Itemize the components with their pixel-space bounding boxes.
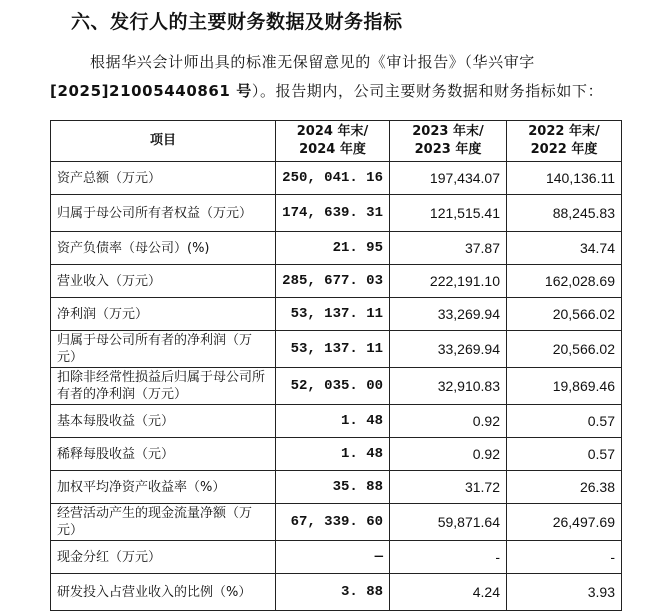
table-row	[51, 298, 622, 331]
table-row	[51, 471, 622, 504]
report-number: [2025]21005440861 号	[50, 82, 252, 100]
table-row	[51, 574, 622, 611]
table-row	[51, 195, 622, 232]
value-2022: 0.57	[507, 438, 622, 471]
value-2024: 53, 137. 11	[276, 298, 390, 331]
value-2023: 31.72	[390, 471, 507, 504]
value-2024: 21. 95	[276, 232, 390, 265]
row-label: 营业收入（万元）	[51, 265, 276, 298]
value-2024: 250, 041. 16	[276, 162, 390, 195]
value-2022: 88,245.83	[507, 195, 622, 232]
value-2024: 35. 88	[276, 471, 390, 504]
value-2023: 37.87	[390, 232, 507, 265]
value-2022: 3.93	[507, 574, 622, 611]
value-2023: 59,871.64	[390, 504, 507, 541]
intro-paragraph	[50, 48, 620, 106]
header-2022: 2022 年末/ 2022 年度	[507, 121, 622, 162]
value-2023: 0.92	[390, 405, 507, 438]
table-header-row	[51, 121, 622, 162]
table-row	[51, 541, 622, 574]
value-2024: 174, 639. 31	[276, 195, 390, 232]
row-label: 基本每股收益（元）	[51, 405, 276, 438]
financial-table	[50, 120, 622, 611]
table-row	[51, 504, 622, 541]
value-2023: 4.24	[390, 574, 507, 611]
value-2022: 0.57	[507, 405, 622, 438]
row-label: 净利润（万元）	[51, 298, 276, 331]
value-2024: 3. 88	[276, 574, 390, 611]
intro-line2: ）。报告期内，公司主要财务数据和财务指标如下：	[251, 82, 604, 100]
table-row	[51, 438, 622, 471]
table-row	[51, 368, 622, 405]
row-label: 归属于母公司所有者权益（万元）	[51, 195, 276, 232]
value-2023: 32,910.83	[390, 368, 507, 405]
value-2023: 33,269.94	[390, 331, 507, 368]
value-2022: 140,136.11	[507, 162, 622, 195]
value-2023: 121,515.41	[390, 195, 507, 232]
value-2022: 34.74	[507, 232, 622, 265]
row-label: 资产总额（万元）	[51, 162, 276, 195]
value-2022: 162,028.69	[507, 265, 622, 298]
row-label: 扣除非经常性损益后归属于母公司所有者的净利润（万元）	[51, 368, 276, 405]
value-2023: 197,434.07	[390, 162, 507, 195]
value-2024: 67, 339. 60	[276, 504, 390, 541]
section-heading: 六、发行人的主要财务数据及财务指标	[71, 11, 403, 33]
row-label: 经营活动产生的现金流量净额（万元）	[51, 504, 276, 541]
table-row	[51, 265, 622, 298]
value-2022: 19,869.46	[507, 368, 622, 405]
table-row	[51, 405, 622, 438]
value-2024: 285, 677. 03	[276, 265, 390, 298]
value-2022: 20,566.02	[507, 331, 622, 368]
header-2023: 2023 年末/ 2023 年度	[390, 121, 507, 162]
row-label: 加权平均净资产收益率（%）	[51, 471, 276, 504]
value-2024: 1. 48	[276, 438, 390, 471]
table-row	[51, 232, 622, 265]
value-2024: 52, 035. 00	[276, 368, 390, 405]
value-2022: 26.38	[507, 471, 622, 504]
header-item: 项目	[51, 121, 276, 162]
table-row	[51, 331, 622, 368]
value-2023: -	[390, 541, 507, 574]
row-label: 现金分红（万元）	[51, 541, 276, 574]
row-label: 研发投入占营业收入的比例（%）	[51, 574, 276, 611]
table-row	[51, 162, 622, 195]
header-2024: 2024 年末/ 2024 年度	[276, 121, 390, 162]
row-label: 归属于母公司所有者的净利润（万元）	[51, 331, 276, 368]
row-label: 资产负债率（母公司）(%)	[51, 232, 276, 265]
value-2024: 1. 48	[276, 405, 390, 438]
value-2024: —	[276, 541, 390, 574]
value-2022: -	[507, 541, 622, 574]
value-2023: 0.92	[390, 438, 507, 471]
intro-line1: 根据华兴会计师出具的标准无保留意见的《审计报告》（华兴审字	[90, 53, 535, 71]
value-2023: 222,191.10	[390, 265, 507, 298]
value-2023: 33,269.94	[390, 298, 507, 331]
row-label: 稀释每股收益（元）	[51, 438, 276, 471]
value-2024: 53, 137. 11	[276, 331, 390, 368]
value-2022: 20,566.02	[507, 298, 622, 331]
value-2022: 26,497.69	[507, 504, 622, 541]
